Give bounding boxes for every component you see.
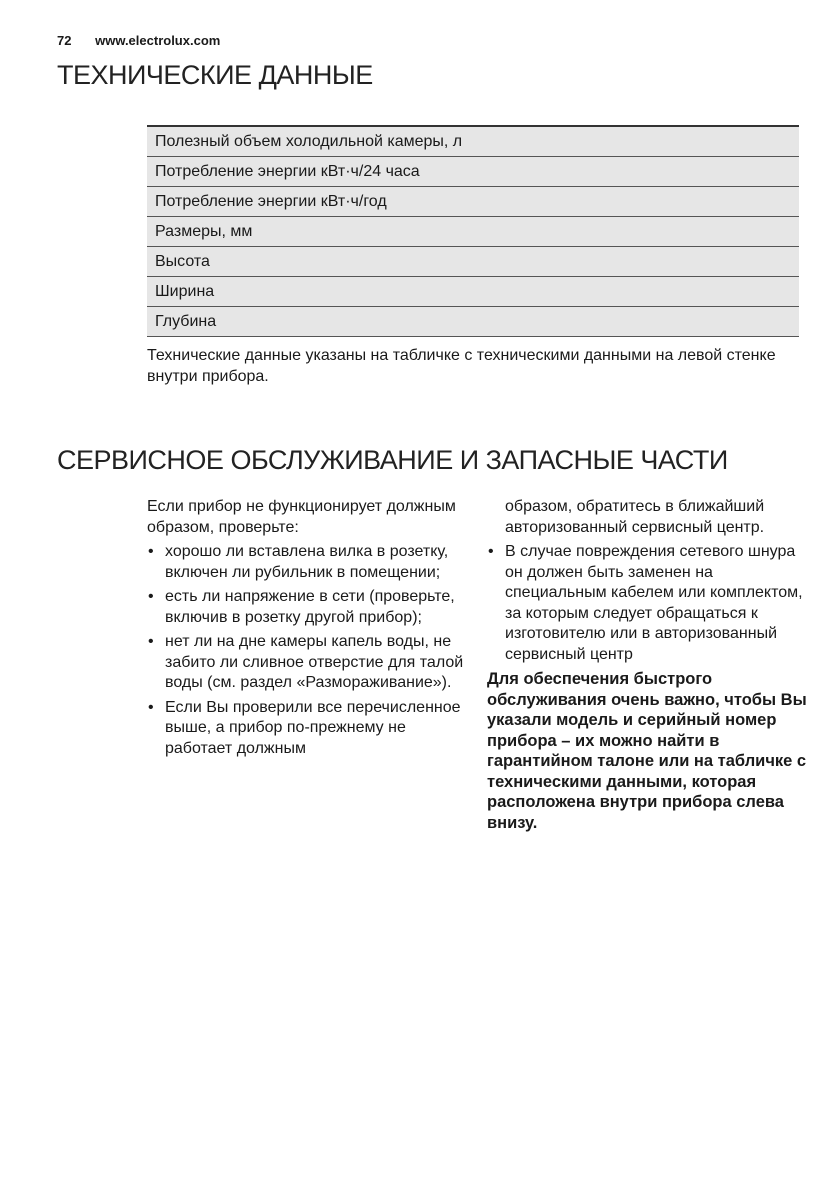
table-cell: Потребление энергии кВт·ч/24 часа [147, 157, 799, 187]
tech-data-title: ТЕХНИЧЕСКИЕ ДАННЫЕ [57, 60, 373, 90]
table-cell: Потребление энергии кВт·ч/год [147, 187, 799, 217]
service-bold-note: Для обеспечения быстрого обслуживания очень важно, чтобы Вы указали модель и серийный номер прибора – их можно найти в гарантийном талоне или на табличке с техническими данными, которая расположена внутри прибора слева внизу. [487, 670, 807, 832]
service-left-column [147, 497, 467, 763]
table-row [147, 247, 799, 277]
tech-data-note: Технические данные указаны на табличке с техническими данными на левой стенке внутри прибора. [147, 347, 776, 385]
list-item: • В случае повреждения сетевого шнура он должен быть заменен на специальным кабелем или комплектом, за которым следует обращаться к изготовителю или в авторизованный сервисный центр [487, 542, 807, 665]
table-row [147, 157, 799, 187]
service-title: СЕРВИСНОЕ ОБСЛУЖИВАНИЕ И ЗАПАСНЫЕ ЧАСТИ [57, 445, 728, 475]
spec-table [147, 125, 799, 337]
list-item: • есть ли напряжение в сети (проверьте, включив в розетку другой прибор); [147, 587, 467, 628]
cable-list [487, 542, 807, 665]
list-item: • хорошо ли вставлена вилка в розетку, включен ли рубильник в помещении; [147, 542, 467, 583]
page-header [57, 33, 220, 48]
table-row [147, 187, 799, 217]
page-number: 72 [57, 33, 72, 48]
table-cell: Глубина [147, 307, 799, 337]
table-cell: Полезный объем холодильной камеры, л [147, 126, 799, 157]
service-intro: Если прибор не функционирует должным образом, проверьте: [147, 498, 456, 536]
table-row [147, 307, 799, 337]
table-row [147, 277, 799, 307]
service-right-column [487, 497, 807, 833]
list-item: • Если Вы проверили все перечисленное выше, а прибор по-прежнему не работает должным [147, 698, 467, 760]
table-cell: Высота [147, 247, 799, 277]
website-link[interactable]: www.electrolux.com [95, 33, 221, 48]
table-row [147, 126, 799, 157]
table-row [147, 217, 799, 247]
list-item: • нет ли на дне камеры капель воды, не забито ли сливное отверстие для талой воды (см. раздел «Размораживание»). [147, 632, 467, 694]
table-cell: Размеры, мм [147, 217, 799, 247]
list-item-continuation: образом, обратитесь в ближайший авторизованный сервисный центр. [505, 498, 765, 536]
table-cell: Ширина [147, 277, 799, 307]
check-list [147, 542, 467, 759]
